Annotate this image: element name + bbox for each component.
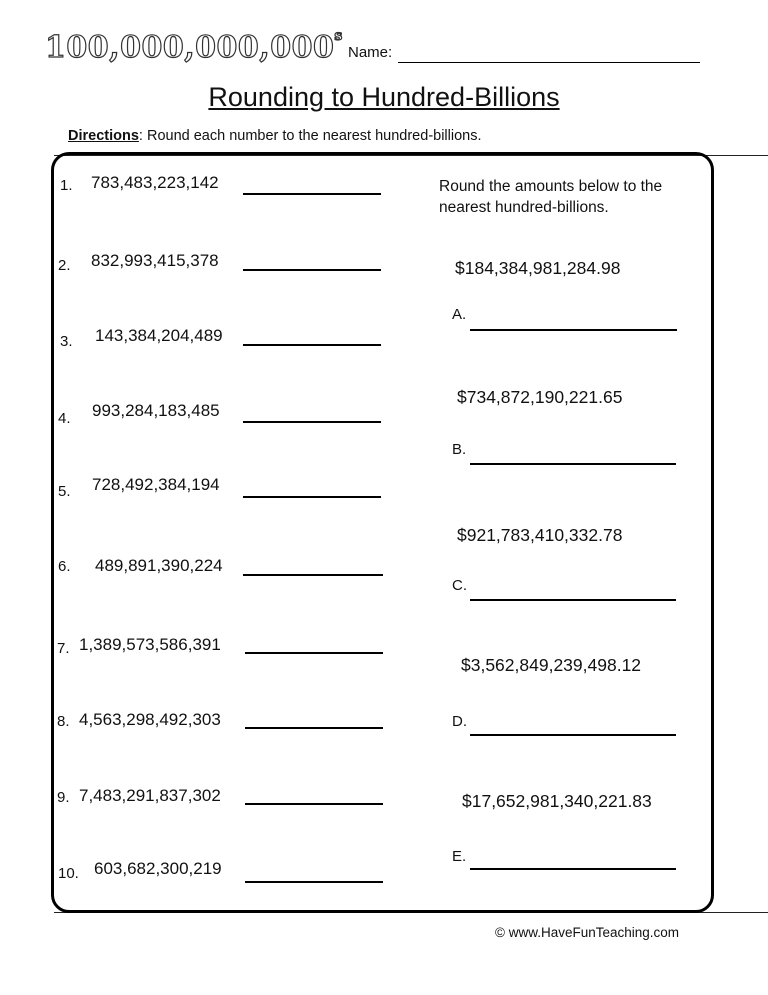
question-number: 6. xyxy=(58,558,71,575)
amount-value: $921,783,410,332.78 xyxy=(457,525,623,545)
question-value: 489,891,390,224 xyxy=(95,556,223,575)
amount-letter: A. xyxy=(452,306,467,323)
question-value: 783,483,223,142 xyxy=(91,173,219,192)
answer-line xyxy=(243,344,381,346)
question-value: 4,563,298,492,303 xyxy=(79,710,221,729)
amount-letter: C. xyxy=(452,577,467,594)
directions-text: : Round each number to the nearest hundred-billions. xyxy=(138,128,482,144)
amount-value: $734,872,190,221.65 xyxy=(457,387,623,407)
right-instructions: Round the amounts below to the nearest hundred-billions. xyxy=(439,178,663,216)
amount-value: $184,384,981,284.98 xyxy=(455,258,621,278)
answer-line xyxy=(243,421,381,423)
amount-value: $3,562,849,239,498.12 xyxy=(461,655,642,675)
answer-line xyxy=(245,727,383,729)
answer-line xyxy=(245,881,383,883)
question-value: 728,492,384,194 xyxy=(92,475,220,494)
amount-value: $17,652,981,340,221.83 xyxy=(462,791,652,811)
answer-line xyxy=(243,269,381,271)
question-value: 832,993,415,378 xyxy=(91,251,219,270)
question-number: 8. xyxy=(57,713,70,730)
question-number: 9. xyxy=(57,789,70,806)
question-number: 4. xyxy=(58,410,71,427)
question-number: 10. xyxy=(58,865,79,882)
directions-label: Directions xyxy=(68,128,139,144)
answer-line xyxy=(243,574,383,576)
question-value: 143,384,204,489 xyxy=(95,326,223,345)
answer-line xyxy=(243,496,381,498)
amount-letter: E. xyxy=(452,848,467,865)
directions xyxy=(68,128,482,144)
question-number: 3. xyxy=(60,333,73,350)
answer-line xyxy=(470,463,676,465)
question-value: 603,682,300,219 xyxy=(94,859,222,878)
question-number: 7. xyxy=(57,640,70,657)
page-title: Rounding to Hundred-Billions xyxy=(208,82,560,112)
name-answer-line xyxy=(398,62,700,63)
answer-line xyxy=(245,803,383,805)
answer-line xyxy=(245,652,383,654)
question-value: 1,389,573,586,391 xyxy=(79,635,221,654)
answer-line xyxy=(470,329,677,331)
copyright-footer: © www.HaveFunTeaching.com xyxy=(495,925,680,940)
answer-line xyxy=(470,599,676,601)
name-label: Name: xyxy=(348,44,393,61)
answer-line xyxy=(470,868,676,870)
answer-line xyxy=(243,193,381,195)
amount-letter: B. xyxy=(452,441,467,458)
question-number: 5. xyxy=(58,483,71,500)
answer-line xyxy=(470,734,676,736)
worksheet-brand: 100,000,000,000$^s$ xyxy=(45,28,343,65)
question-number: 2. xyxy=(58,257,71,274)
question-value: 7,483,291,837,302 xyxy=(79,786,221,805)
question-value: 993,284,183,485 xyxy=(92,401,220,420)
amount-letter: D. xyxy=(452,713,467,730)
question-number: 1. xyxy=(60,177,73,194)
